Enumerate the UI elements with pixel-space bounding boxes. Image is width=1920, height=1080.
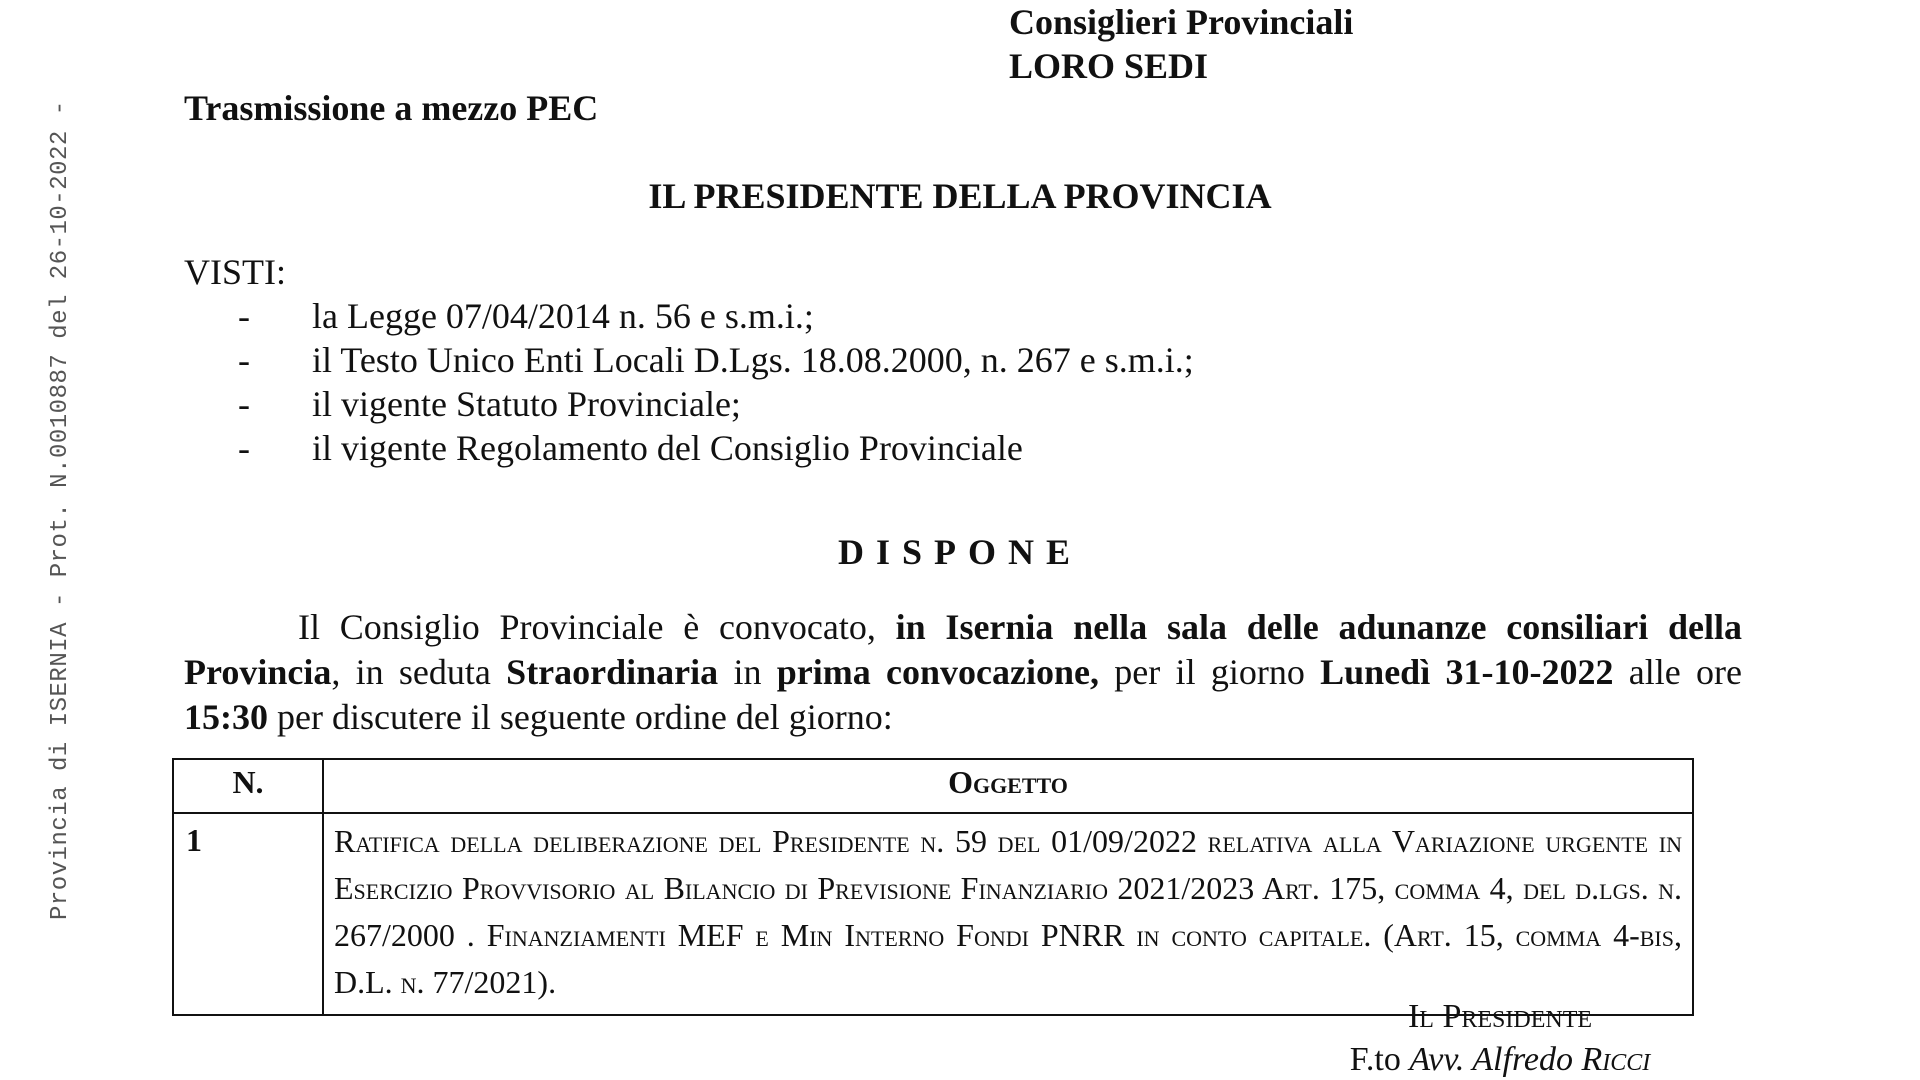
signature-prefix: F.to <box>1349 1041 1410 1078</box>
recipients-line-1: Consiglieri Provinciali <box>1009 2 1354 42</box>
agenda-table <box>172 758 1694 1016</box>
body-convocation: prima convocazione, <box>776 652 1100 692</box>
dispone-heading: DISPONE <box>837 532 1083 572</box>
recipients-line-2: LORO SEDI <box>1009 46 1209 86</box>
list-bullet: - <box>238 296 250 336</box>
list-bullet: - <box>238 384 250 424</box>
body-location: in Isernia nella sala delle adunanze consiliari della Provincia <box>184 607 1742 692</box>
list-item <box>238 338 1194 382</box>
list-item-text: il vigente Statuto Provinciale; <box>312 384 741 424</box>
header-oggetto: Oggetto <box>323 759 1693 813</box>
protocol-stamp: Provincia di ISERNIA - Prot. N.0010887 del 26-10-2022 - <box>47 100 74 920</box>
table-header-row <box>173 759 1693 813</box>
visti-label: VISTI: <box>184 252 286 292</box>
body-text-5: alle ore <box>1613 652 1742 692</box>
signature-surname: Ricci <box>1581 1041 1651 1078</box>
transmission-note: Trasmissione a mezzo PEC <box>184 88 599 128</box>
signature-title: Il Presidente <box>1407 998 1593 1035</box>
list-item <box>238 382 1194 426</box>
convocation-paragraph <box>184 605 1742 740</box>
list-item-text: la Legge 07/04/2014 n. 56 e s.m.i.; <box>312 296 814 336</box>
body-text-3: in <box>718 652 777 692</box>
body-text-1: Il Consiglio Provinciale è convocato, <box>298 607 896 647</box>
body-text-2: , in seduta <box>331 652 507 692</box>
header-n: N. <box>173 759 323 813</box>
body-date: Lunedì 31-10-2022 <box>1320 652 1614 692</box>
list-item <box>238 294 1194 338</box>
row-number: 1 <box>173 813 323 1015</box>
body-text-6: per discutere il seguente ordine del giorno: <box>268 697 893 737</box>
table-row <box>173 813 1693 1015</box>
body-session-type: Straordinaria <box>506 652 719 692</box>
list-bullet: - <box>238 428 250 468</box>
list-bullet: - <box>238 340 250 380</box>
list-item-text: il vigente Regolamento del Consiglio Provinciale <box>312 428 1023 468</box>
document-heading: IL PRESIDENTE DELLA PROVINCIA <box>648 176 1272 216</box>
visti-list <box>238 294 1194 470</box>
row-oggetto: Ratifica della deliberazione del Presidente n. 59 del 01/09/2022 relativa alla Variazione urgente in Esercizio Provvisorio al Bilancio di Previsione Finanziario 2021/2023 Art. 175, comma 4, del d.lgs. n. 267/2000 . Finanziamenti MEF e Min Interno Fondi PNRR in conto capitale. (Art. 15, comma 4-bis, D.L. n. 77/2021). <box>323 813 1693 1015</box>
list-item-text: il Testo Unico Enti Locali D.Lgs. 18.08.2000, n. 267 e s.m.i.; <box>312 340 1194 380</box>
body-time: 15:30 <box>184 697 268 737</box>
signature-name <box>1000 1041 1920 1079</box>
signature-given-name: Avv. Alfredo <box>1409 1041 1582 1078</box>
list-item <box>238 426 1194 470</box>
recipients-block <box>1009 0 1353 88</box>
body-text-4: per il giorno <box>1099 652 1321 692</box>
